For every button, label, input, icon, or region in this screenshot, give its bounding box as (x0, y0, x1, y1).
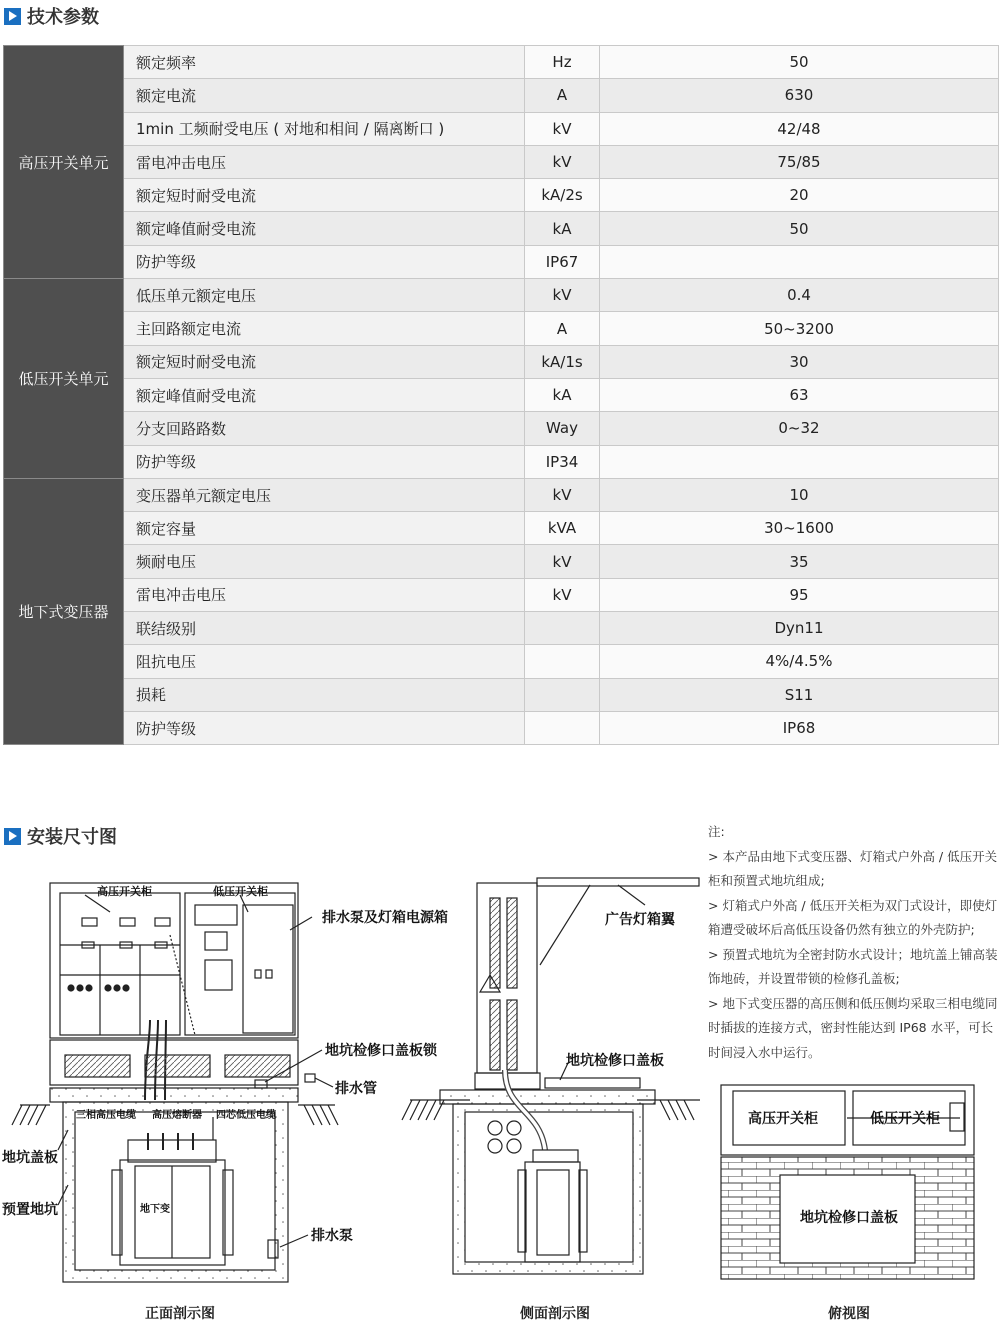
label-top-hv: 高压开关柜 (748, 1111, 818, 1127)
spec-row (4, 312, 999, 345)
spec-row (4, 578, 999, 611)
spec-row (4, 478, 999, 511)
param-cell: 主回路额定电流 (124, 312, 525, 345)
param-cell: 额定短时耐受电流 (124, 345, 525, 378)
spec-row (4, 112, 999, 145)
label-drain-pipe: 排水管 (335, 1081, 377, 1097)
unit-cell (525, 678, 600, 711)
label-pit-cover: 地坑盖板 (2, 1150, 58, 1166)
unit-cell: kV (525, 145, 600, 178)
param-cell: 防护等级 (124, 245, 525, 278)
param-cell: 额定容量 (124, 512, 525, 545)
value-cell: 95 (600, 578, 999, 611)
group-label: 高压开关单元 (4, 46, 124, 279)
value-cell: 0~32 (600, 412, 999, 445)
value-cell: 50 (600, 46, 999, 79)
spec-row (4, 212, 999, 245)
value-cell: 42/48 (600, 112, 999, 145)
section-title-text: 安装尺寸图 (27, 827, 117, 848)
label-pump-box: 排水泵及灯箱电源箱 (322, 910, 448, 926)
value-cell: 630 (600, 79, 999, 112)
unit-cell: IP34 (525, 445, 600, 478)
value-cell: 50~3200 (600, 312, 999, 345)
value-cell (600, 445, 999, 478)
spec-row (4, 612, 999, 645)
unit-cell: kV (525, 112, 600, 145)
spec-row (4, 179, 999, 212)
label-hv-fuse: 高压熔断器 (152, 1110, 202, 1121)
unit-cell: IP67 (525, 245, 600, 278)
param-cell: 防护等级 (124, 711, 525, 744)
param-cell: 额定频率 (124, 46, 525, 79)
label-hv-cable: 三相高压电缆 (76, 1110, 136, 1121)
param-cell: 频耐电压 (124, 545, 525, 578)
spec-row (4, 378, 999, 411)
spec-row (4, 545, 999, 578)
section-title-install-dims (4, 823, 117, 849)
value-cell: 20 (600, 179, 999, 212)
label-lv-cable: 四芯低压电缆 (216, 1110, 276, 1121)
param-cell: 额定峰值耐受电流 (124, 378, 525, 411)
unit-cell: kV (525, 578, 600, 611)
group-label: 低压开关单元 (4, 279, 124, 479)
param-cell: 雷电冲击电压 (124, 578, 525, 611)
note-item: > 地下式变压器的高压侧和低压侧均采取三相电缆同时插拔的连接方式，密封性能达到 IP68 水平，可长时间浸入水中运行。 (708, 995, 998, 1060)
unit-cell: A (525, 312, 600, 345)
label-pump: 排水泵 (311, 1228, 353, 1244)
side-section-diagram (402, 878, 700, 1274)
spec-row (4, 412, 999, 445)
unit-cell: kA/2s (525, 179, 600, 212)
label-lightbox: 广告灯箱翼 (605, 912, 675, 928)
value-cell: 0.4 (600, 279, 999, 312)
value-cell: S11 (600, 678, 999, 711)
note-item: > 预置式地坑为全密封防水式设计；地坑盖上铺高装饰地砖，并设置带锁的检修孔盖板; (708, 946, 998, 986)
label-hv-cabinet: 高压开关柜 (97, 885, 152, 898)
param-cell: 低压单元额定电压 (124, 279, 525, 312)
param-cell: 1min 工频耐受电压 ( 对地和相间 / 隔离断口 ) (124, 112, 525, 145)
spec-row (4, 145, 999, 178)
value-cell: 4%/4.5% (600, 645, 999, 678)
front-section-diagram (12, 883, 338, 1282)
section-title-tech-params (4, 3, 99, 29)
spec-row (4, 245, 999, 278)
unit-cell: kV (525, 279, 600, 312)
caption-top: 俯视图 (828, 1306, 870, 1322)
spec-row (4, 512, 999, 545)
unit-cell (525, 612, 600, 645)
value-cell: 10 (600, 478, 999, 511)
param-cell: 联结级别 (124, 612, 525, 645)
label-top-lv: 低压开关柜 (870, 1111, 940, 1127)
unit-cell: A (525, 79, 600, 112)
spec-row (4, 79, 999, 112)
unit-cell: Hz (525, 46, 600, 79)
value-cell: 75/85 (600, 145, 999, 178)
value-cell: 50 (600, 212, 999, 245)
unit-cell: Way (525, 412, 600, 445)
spec-row (4, 645, 999, 678)
notes-heading: 注: (708, 824, 725, 839)
unit-cell: kVA (525, 512, 600, 545)
note-item: > 灯箱式户外高 / 低压开关柜为双门式设计，即使灯箱遭受破坏后高低压设备仍然有独立的外壳防护; (708, 897, 998, 937)
param-cell: 变压器单元额定电压 (124, 478, 525, 511)
play-arrow-icon (4, 828, 21, 845)
spec-row (4, 345, 999, 378)
param-cell: 防护等级 (124, 445, 525, 478)
param-cell: 雷电冲击电压 (124, 145, 525, 178)
value-cell: Dyn11 (600, 612, 999, 645)
spec-table (3, 45, 999, 745)
cabinet-outline (50, 883, 298, 1038)
note-item: > 本产品由地下式变压器、灯箱式户外高 / 低压开关柜和预置式地坑组成; (708, 848, 998, 888)
value-cell: IP68 (600, 711, 999, 744)
value-cell: 30 (600, 345, 999, 378)
spec-row (4, 678, 999, 711)
unit-cell: kV (525, 478, 600, 511)
unit-cell (525, 711, 600, 744)
label-pit: 预置地坑 (2, 1202, 58, 1218)
value-cell: 35 (600, 545, 999, 578)
param-cell: 额定电流 (124, 79, 525, 112)
unit-cell: kA (525, 212, 600, 245)
caption-front: 正面剖示图 (145, 1306, 215, 1322)
spec-row (4, 445, 999, 478)
param-cell: 损耗 (124, 678, 525, 711)
spec-row (4, 279, 999, 312)
caption-side: 侧面剖示图 (520, 1306, 590, 1322)
value-cell: 63 (600, 378, 999, 411)
param-cell: 分支回路路数 (124, 412, 525, 445)
unit-cell: kA (525, 378, 600, 411)
spec-row (4, 46, 999, 79)
section-title-text: 技术参数 (27, 7, 99, 28)
spec-row (4, 711, 999, 744)
label-cover-lock: 地坑检修口盖板锁 (325, 1043, 437, 1059)
label-transformer: 地下变 (140, 1204, 170, 1215)
unit-cell: kA/1s (525, 345, 600, 378)
installation-diagrams (0, 860, 1000, 1300)
label-top-cover: 地坑检修口盖板 (800, 1210, 898, 1226)
label-side-cover: 地坑检修口盖板 (566, 1053, 664, 1069)
value-cell (600, 245, 999, 278)
param-cell: 额定峰值耐受电流 (124, 212, 525, 245)
group-label: 地下式变压器 (4, 478, 124, 744)
param-cell: 额定短时耐受电流 (124, 179, 525, 212)
unit-cell (525, 645, 600, 678)
value-cell: 30~1600 (600, 512, 999, 545)
label-lv-cabinet: 低压开关柜 (213, 885, 268, 898)
play-arrow-icon (4, 8, 21, 25)
param-cell: 阻抗电压 (124, 645, 525, 678)
unit-cell: kV (525, 545, 600, 578)
